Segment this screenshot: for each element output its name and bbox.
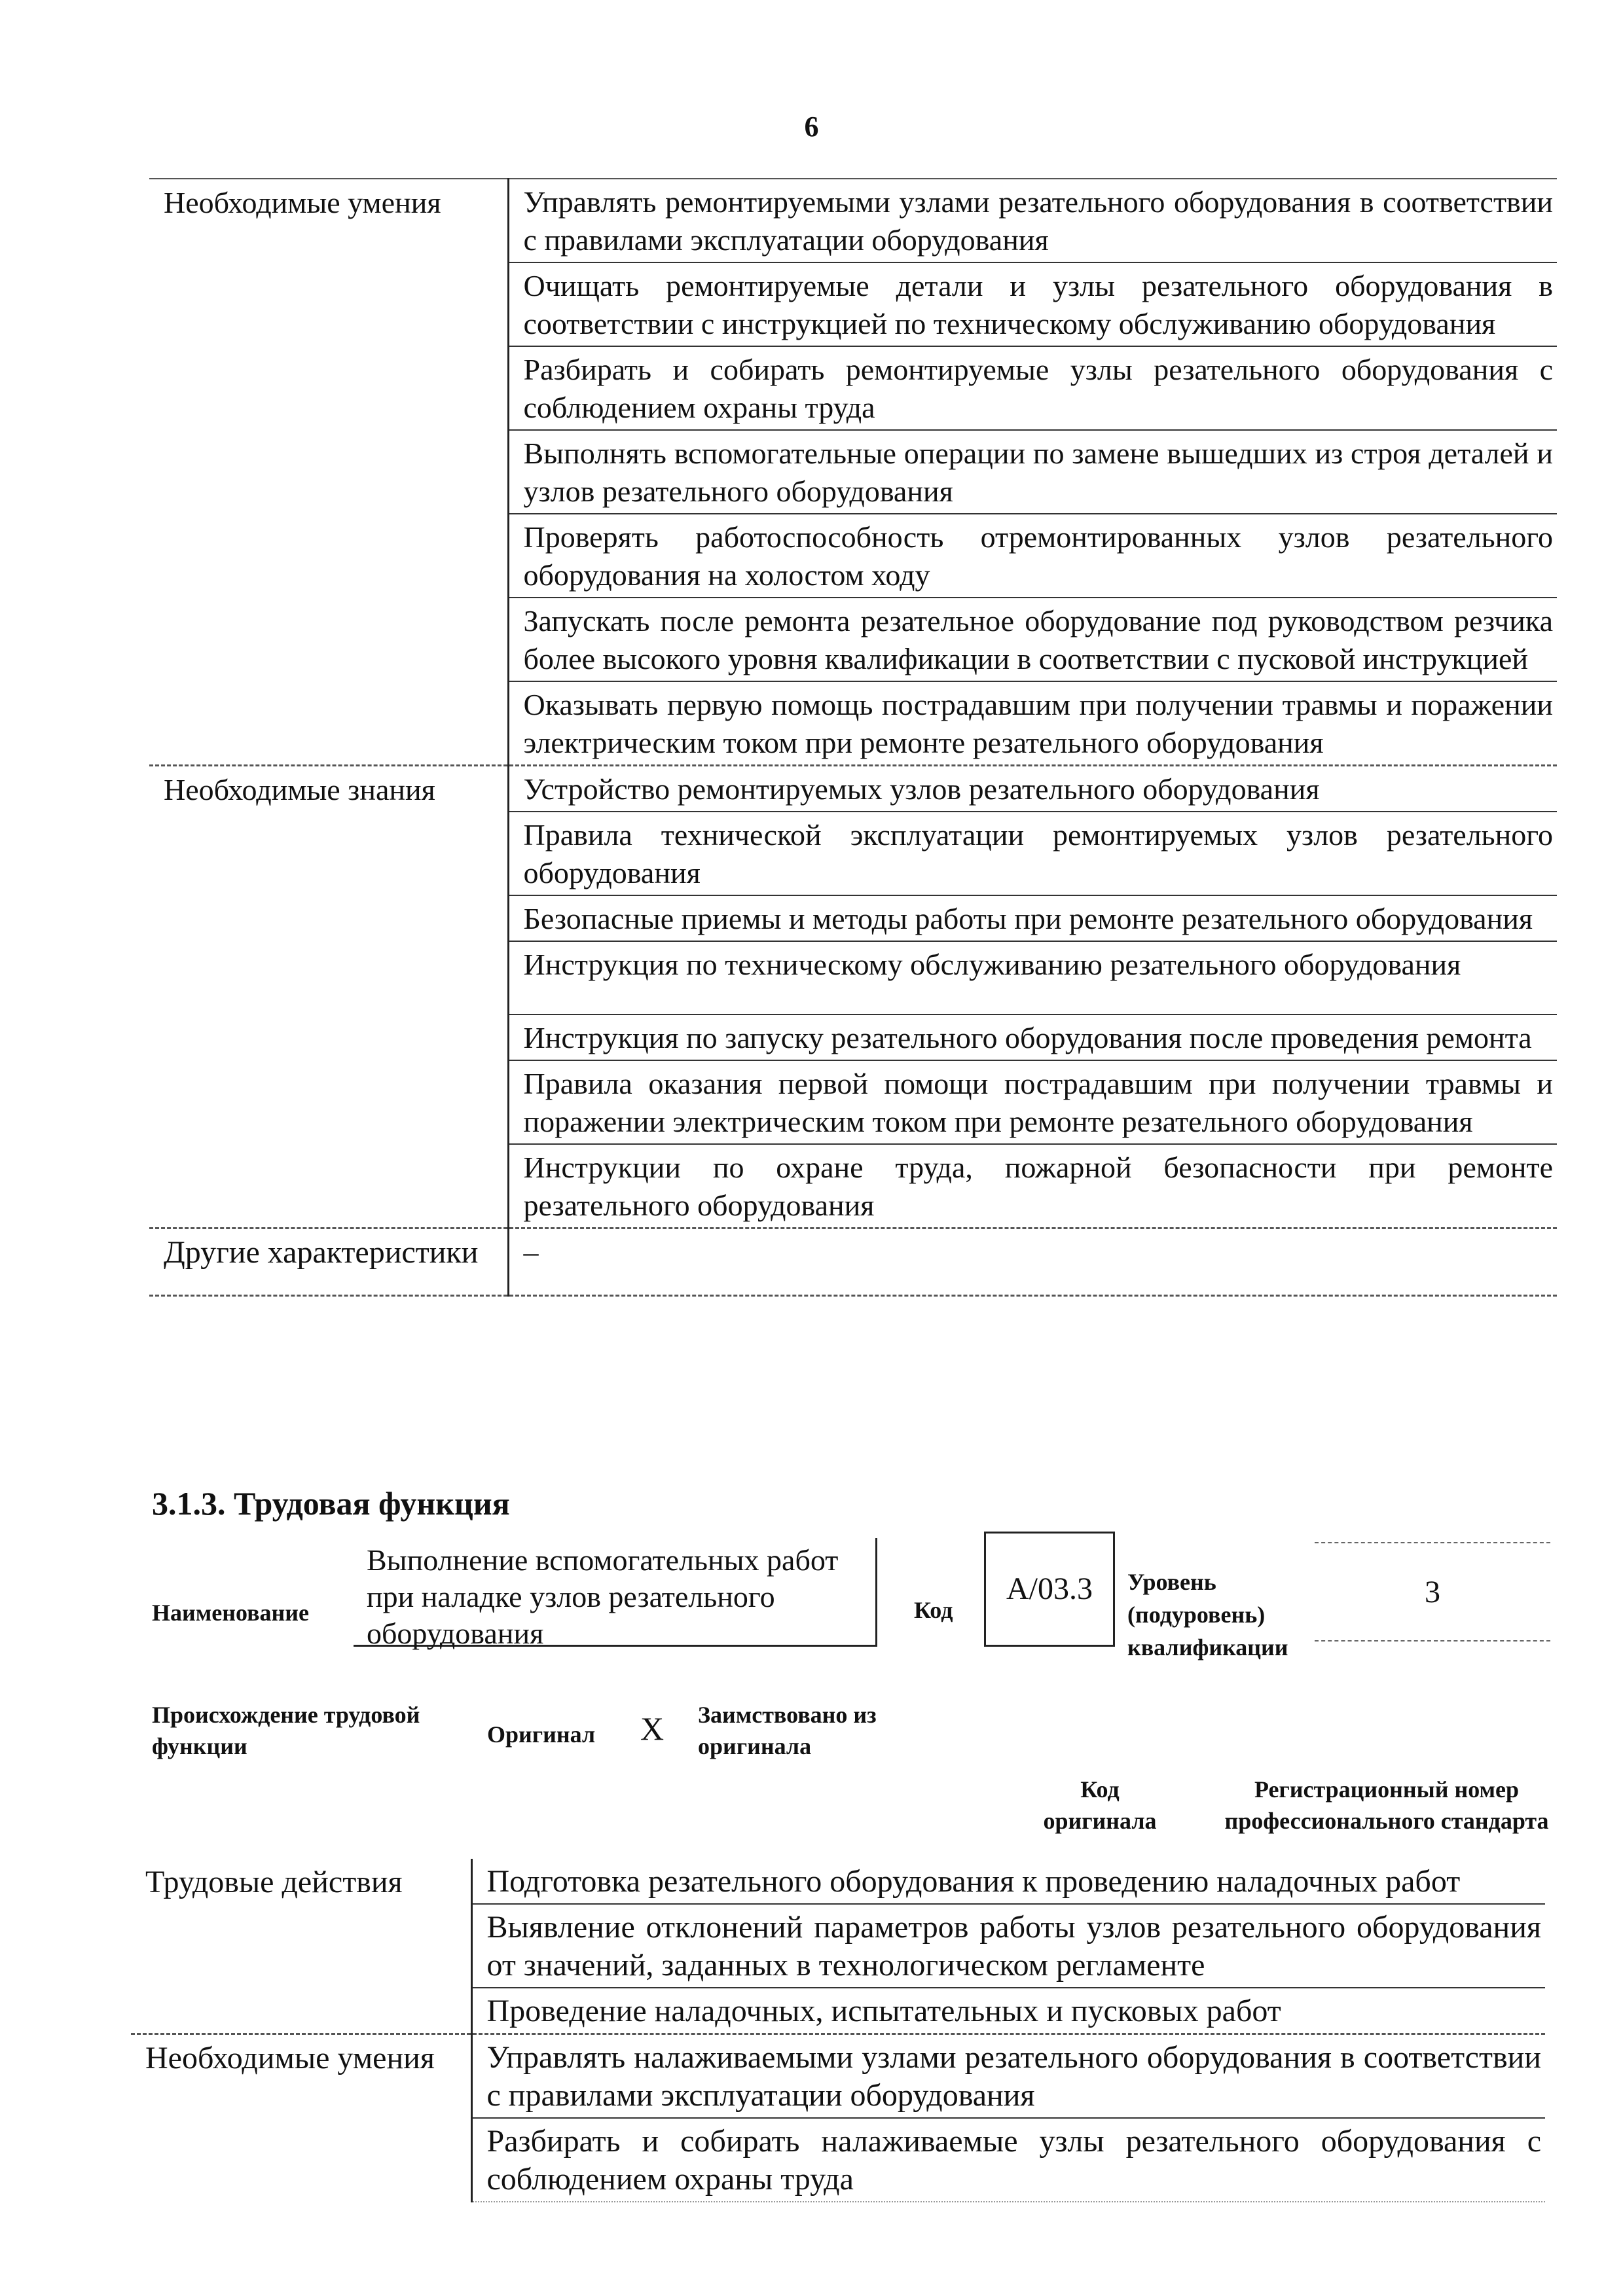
borrowed-label: Заимствовано из оригинала (698, 1702, 877, 1759)
row-label: Другие характеристики (149, 1229, 508, 1296)
function-code-box: А/03.3 (984, 1532, 1115, 1647)
table-cell: Оказывать первую помощь пострадавшим при получении травмы и поражении электрическим током при ремонте резательного оборудования (508, 681, 1557, 766)
row-label: Необходимые умения (131, 2034, 471, 2202)
table-row (149, 766, 1557, 812)
table-cell: Подготовка резательного оборудования к проведению наладочных работ (471, 1859, 1545, 1904)
function-name-box: Выполнение вспомогательных работ при наладке узлов резательного оборудования (354, 1538, 877, 1647)
original-code-label: Код оригинала (1043, 1776, 1157, 1834)
table-cell: Управлять ремонтируемыми узлами резательного оборудования в соответствии с правилами эксплуатации оборудования (508, 179, 1557, 262)
table-cell: Очищать ремонтируемые детали и узлы резательного оборудования в соответствии с инструкцией по техническому обслуживанию оборудования (508, 262, 1557, 346)
origin-label: Происхождение трудовой функции (152, 1702, 420, 1759)
table-cell: Правила технической эксплуатации ремонтируемых узлов резательного оборудования (508, 812, 1557, 895)
section-heading: 3.1.3. Трудовая функция (152, 1485, 510, 1522)
level-value-box: 3 (1315, 1542, 1550, 1641)
table-cell: Правила оказания первой помощи пострадавшим при получении травмы и поражении электрическим током при ремонте резательного оборудования (508, 1060, 1557, 1144)
table-cell: Инструкции по охране труда, пожарной безопасности при ремонте резательного оборудования (508, 1144, 1557, 1229)
row-label: Необходимые умения (149, 179, 508, 766)
table-cell: Управлять налаживаемыми узлами резательного оборудования в соответствии с правилами эксплуатации оборудования (471, 2034, 1545, 2119)
row-label: Необходимые знания (149, 766, 508, 1229)
table-cell: Проверять работоспособность отремонтированных узлов резательного оборудования на холостом ходу (508, 514, 1557, 598)
table-cell: Инструкция по техническому обслуживанию резательного оборудования (508, 941, 1557, 1014)
name-label: Наименование (152, 1600, 309, 1626)
table-cell: Разбирать и собирать налаживаемые узлы резательного оборудования с соблюдением охраны труда (471, 2118, 1545, 2202)
table-row (149, 1229, 1557, 1296)
original-label: Оригинал (487, 1721, 596, 1748)
original-mark: X (640, 1710, 665, 1747)
table-cell: Запускать после ремонта резательное оборудование под руководством резчика более высокого уровня квалификации в соответствии с пусковой инструкцией (508, 598, 1557, 681)
table-row (131, 2034, 1545, 2119)
table-cell: Безопасные приемы и методы работы при ремонте резательного оборудования (508, 895, 1557, 941)
table-row (149, 179, 1557, 262)
table-cell: Выполнять вспомогательные операции по замене вышедших из строя деталей и узлов резательного оборудования (508, 430, 1557, 514)
level-label: Уровень (подуровень) квалификации (1127, 1569, 1288, 1660)
table-cell: Разбирать и собирать ремонтируемые узлы резательного оборудования с соблюдением охраны труда (508, 346, 1557, 430)
table-cell: Устройство ремонтируемых узлов резательного оборудования (508, 766, 1557, 812)
table-cell: Выявление отклонений параметров работы узлов резательного оборудования от значений, заданных в технологическом регламенте (471, 1904, 1545, 1988)
page-number: 6 (804, 111, 819, 143)
table-row (131, 1859, 1545, 1904)
competency-table (149, 178, 1557, 1297)
labor-actions-table (131, 1859, 1545, 2202)
code-label: Код (914, 1597, 953, 1623)
row-label: Трудовые действия (145, 1865, 403, 1899)
registration-number-label: Регистрационный номер профессионального стандарта (1224, 1776, 1549, 1834)
table-cell: Проведение наладочных, испытательных и пусковых работ (471, 1988, 1545, 2034)
table-cell: – (508, 1229, 1557, 1296)
table-cell: Инструкция по запуску резательного оборудования после проведения ремонта (508, 1014, 1557, 1060)
